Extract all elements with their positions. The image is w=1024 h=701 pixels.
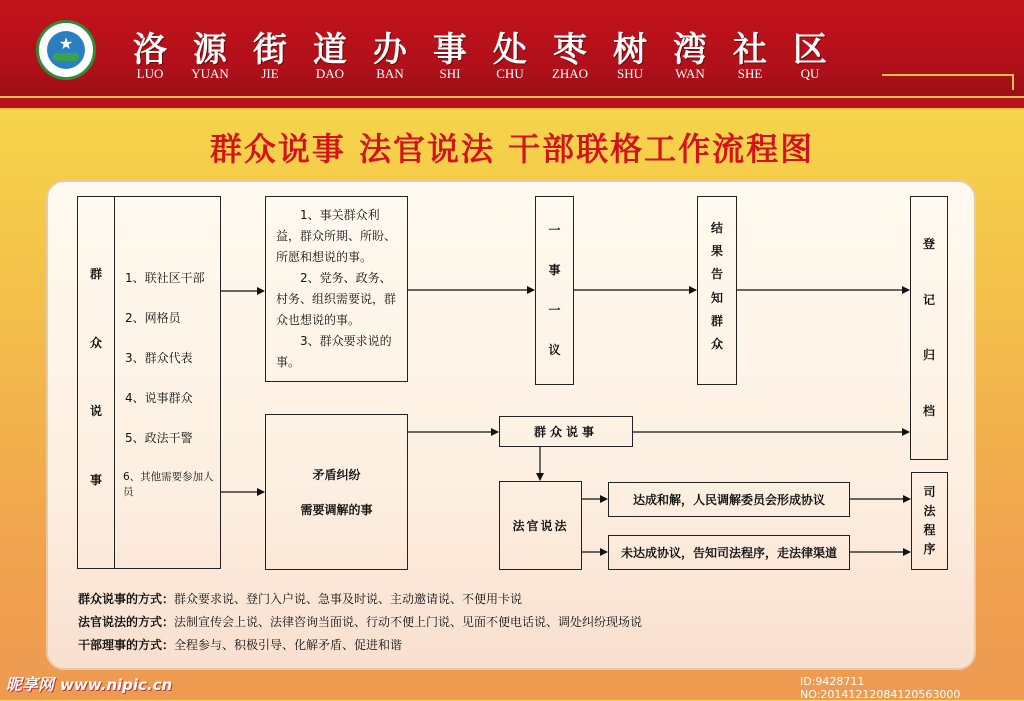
dispute-line-2: 需要调解的事 [300, 503, 373, 517]
outcome-agreement-label: 达成和解，人民调解委员会形成协议 [632, 493, 825, 507]
pinyin-word: WAN [675, 66, 705, 81]
title-char: 办 [373, 30, 407, 70]
vertical-char: 档 [922, 403, 935, 418]
method-line-mass [78, 590, 522, 607]
community-logo-icon: ★ [36, 20, 96, 80]
vertical-char: 知 [710, 290, 723, 305]
box-mass-talk [499, 416, 633, 447]
method-line-judge [78, 613, 642, 630]
method-text: 群众要求说、登门入户说、急事及时说、主动邀请说、不便用卡说 [174, 592, 523, 606]
vertical-char: 序 [923, 542, 936, 556]
topic-item-3: 3、群众要求说的事。 [276, 334, 392, 369]
pinyin-word: ZHAO [551, 66, 589, 81]
pinyin-word: YUAN [191, 66, 229, 81]
corner-ornament [882, 74, 1014, 90]
title-char: 社 [733, 30, 767, 70]
title-char: 树 [613, 30, 647, 70]
vertical-char: 果 [710, 244, 723, 259]
outcome-no-agreement-label: 未达成协议，告知司法程序，走法律渠道 [620, 546, 837, 560]
pinyin-word: BAN [376, 66, 404, 81]
community-title-pinyin [120, 66, 840, 82]
method-label: 干部理事的方式： [78, 638, 175, 652]
pattern-band [0, 96, 1024, 110]
vertical-char: 告 [710, 267, 723, 282]
dispute-line-1: 矛盾纠纷 [312, 468, 361, 482]
pinyin-word: SHU [616, 66, 643, 81]
vertical-char: 群 [710, 313, 723, 328]
method-line-cadre [78, 636, 402, 653]
vertical-char: 法 [923, 504, 936, 518]
pinyin-word: CHU [496, 66, 524, 81]
watermark-brand: 昵享网 [6, 675, 55, 694]
box-dispute [265, 414, 408, 570]
vertical-char: 群 [89, 267, 102, 281]
title-char: 洛 [133, 30, 167, 70]
participant-item: 3、群众代表 [125, 351, 193, 365]
vertical-char: 结 [710, 221, 723, 235]
box-register-archive [910, 196, 948, 460]
method-text: 法制宣传会上说、法律咨询当面说、行动不便上门说、见面不便电话说、调处纠纷现场说 [174, 615, 643, 629]
box-outcome-no-agreement [608, 535, 850, 570]
vertical-char: 归 [922, 348, 935, 363]
title-char: 事 [433, 30, 467, 70]
title-char: 道 [313, 30, 347, 70]
vertical-char: 众 [89, 335, 102, 350]
pinyin-word: QU [800, 66, 820, 81]
topic-item-1: 1、事关群众利益，群众所期、所盼、所愿和想说的事。 [276, 208, 397, 264]
method-text: 全程参与、积极引导、化解矛盾、促进和谐 [174, 638, 403, 652]
title-char: 街 [253, 30, 287, 70]
image-id-text: ID:9428711 NO:20141212084120563000 [800, 675, 961, 701]
watermark-site: www.nipic.cn [60, 676, 173, 694]
box-judge-talk [499, 481, 582, 570]
participant-item: 4、说事群众 [125, 391, 193, 405]
participant-item: 2、网格员 [125, 311, 181, 325]
vertical-char: 程 [923, 523, 936, 537]
vertical-char: 一 [548, 303, 561, 317]
box-outcome-agreement [608, 482, 850, 517]
participant-item: 1、联社区干部 [125, 271, 205, 285]
pinyin-word: SHI [439, 66, 461, 81]
pinyin-word: SHE [737, 66, 763, 81]
vertical-char: 议 [548, 343, 561, 357]
title-char: 枣 [553, 30, 587, 70]
vertical-char: 事 [548, 263, 561, 277]
method-label: 法官说法的方式： [78, 615, 175, 629]
pinyin-word: DAO [315, 66, 345, 81]
watermark [6, 672, 172, 695]
flowchart-title: 群众说事 法官说法 干部联格工作流程图 [209, 130, 815, 168]
title-char: 源 [193, 30, 227, 70]
judge-talk-label: 法官说法 [512, 519, 569, 533]
box-mass-talk-vertical [77, 196, 115, 569]
box-one-matter-one-discussion [535, 196, 574, 385]
box-participants [114, 196, 221, 569]
box-result-notify [697, 196, 737, 385]
vertical-char: 事 [89, 472, 102, 487]
title-char: 区 [793, 30, 827, 70]
title-char: 处 [493, 30, 527, 70]
mass-talk-label: 群众说事 [533, 425, 598, 439]
header-banner [0, 0, 1024, 96]
vertical-char: 司 [923, 485, 936, 499]
vertical-char: 记 [922, 292, 935, 307]
pinyin-word: LUO [136, 66, 164, 81]
vertical-char: 说 [89, 404, 102, 419]
method-label: 群众说事的方式： [78, 592, 175, 606]
topic-item-2: 2、党务、政务、村务、组织需要说，群众也想说的事。 [276, 271, 397, 327]
participant-item: 6、其他需要参加人员 [123, 471, 214, 498]
vertical-char: 一 [548, 223, 561, 237]
box-judicial-procedure [911, 472, 948, 570]
community-title [120, 22, 840, 71]
participant-item: 5、政法干警 [125, 431, 193, 445]
pinyin-word: JIE [261, 66, 279, 81]
box-topics [265, 196, 408, 382]
title-char: 湾 [673, 30, 707, 70]
vertical-char: 登 [922, 237, 935, 251]
vertical-char: 众 [710, 336, 723, 351]
